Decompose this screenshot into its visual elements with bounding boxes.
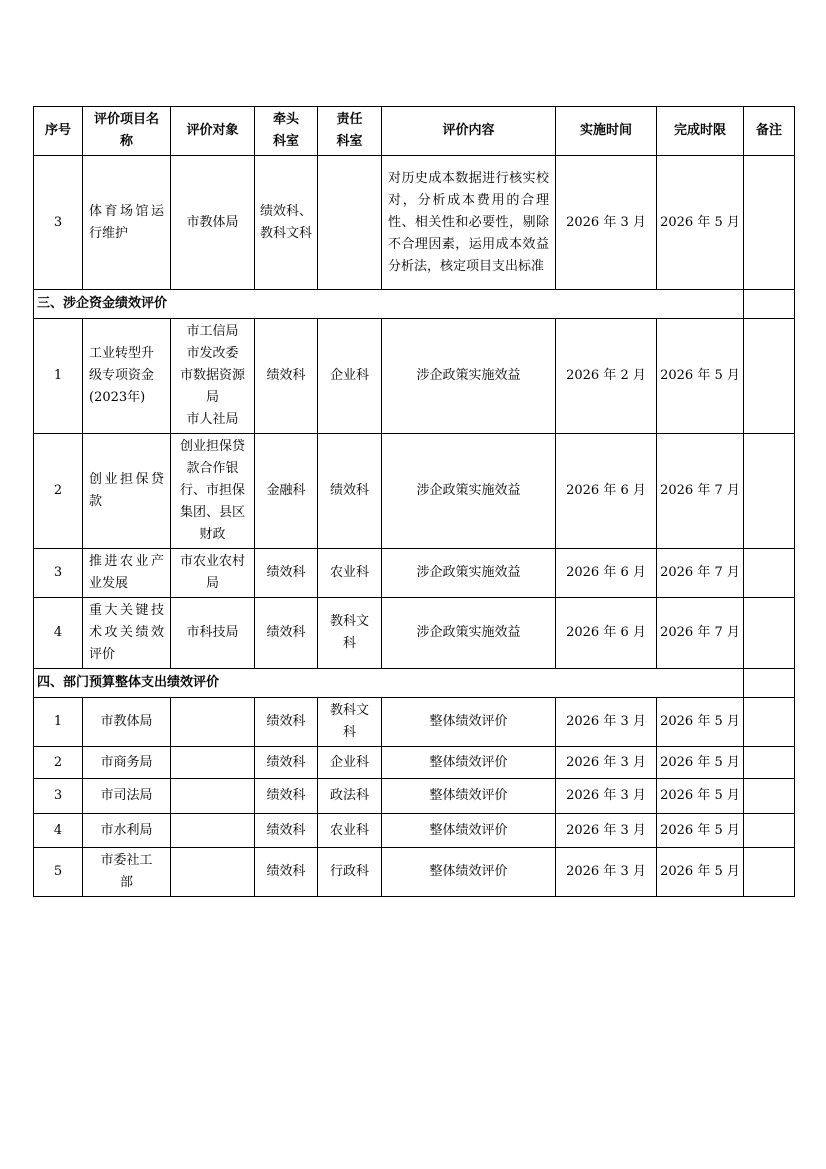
cell-no: 3 (34, 549, 83, 598)
table-row (34, 747, 795, 779)
cell-end: 2026 年 5 月 (657, 747, 744, 779)
cell-end: 2026 年 7 月 (657, 549, 744, 598)
cell-no: 2 (34, 434, 83, 549)
cell-lead: 绩效科 (255, 747, 318, 779)
cell-target: 市科技局 (171, 598, 255, 669)
cell-target: 市工信局 市发改委 市数据资源局 市人社局 (171, 319, 255, 434)
table-row (34, 848, 795, 897)
cell-lead: 金融科 (255, 434, 318, 549)
header-cell: 实施时间 (556, 107, 657, 156)
cell-no: 4 (34, 814, 83, 848)
cell-note (744, 779, 795, 814)
cell-project-name: 市商务局 (83, 747, 171, 779)
cell-note (744, 747, 795, 779)
cell-lead: 绩效科 (255, 549, 318, 598)
cell-content: 整体绩效评价 (382, 698, 556, 747)
cell-note (744, 698, 795, 747)
header-cell: 牵头科室 (255, 107, 318, 156)
cell-end: 2026 年 5 月 (657, 698, 744, 747)
cell-content: 整体绩效评价 (382, 747, 556, 779)
table-row (34, 779, 795, 814)
cell-project-name: 市教体局 (83, 698, 171, 747)
cell-resp: 教科文科 (318, 598, 382, 669)
cell-lead: 绩效科 (255, 848, 318, 897)
cell-end: 2026 年 5 月 (657, 319, 744, 434)
table-row (34, 156, 795, 290)
cell-note (744, 319, 795, 434)
cell-start: 2026 年 2 月 (556, 319, 657, 434)
cell-end: 2026 年 5 月 (657, 848, 744, 897)
cell-note (744, 290, 795, 319)
cell-project-name: 市司法局 (83, 779, 171, 814)
header-cell: 备注 (744, 107, 795, 156)
cell-target (171, 698, 255, 747)
cell-no: 2 (34, 747, 83, 779)
cell-lead: 绩效科 (255, 319, 318, 434)
cell-content: 涉企政策实施效益 (382, 598, 556, 669)
cell-note (744, 814, 795, 848)
header-cell: 评价对象 (171, 107, 255, 156)
cell-no: 1 (34, 319, 83, 434)
cell-no: 5 (34, 848, 83, 897)
cell-note (744, 848, 795, 897)
cell-project-name: 工业转型升级专项资金(2023年) (83, 319, 171, 434)
cell-end: 2026 年 5 月 (657, 779, 744, 814)
cell-lead: 绩效科 (255, 814, 318, 848)
cell-note (744, 156, 795, 290)
table-row (34, 434, 795, 549)
cell-target (171, 848, 255, 897)
header-cell: 评价内容 (382, 107, 556, 156)
section-row (34, 669, 795, 698)
cell-note (744, 434, 795, 549)
cell-start: 2026 年 3 月 (556, 779, 657, 814)
cell-target (171, 814, 255, 848)
cell-lead: 绩效科 (255, 598, 318, 669)
cell-resp: 企业科 (318, 747, 382, 779)
cell-no: 4 (34, 598, 83, 669)
cell-end: 2026 年 7 月 (657, 598, 744, 669)
cell-resp (318, 156, 382, 290)
cell-project-name: 市水利局 (83, 814, 171, 848)
cell-content: 整体绩效评价 (382, 779, 556, 814)
table-row (34, 814, 795, 848)
cell-start: 2026 年 6 月 (556, 434, 657, 549)
cell-no: 3 (34, 156, 83, 290)
cell-target: 创业担保贷款合作银行、市担保集团、县区财政 (171, 434, 255, 549)
section-title: 四、部门预算整体支出绩效评价 (34, 669, 744, 698)
cell-resp: 绩效科 (318, 434, 382, 549)
cell-project-name: 推进农业产业发展 (83, 549, 171, 598)
header-cell: 序号 (34, 107, 83, 156)
cell-note (744, 598, 795, 669)
cell-content: 涉企政策实施效益 (382, 319, 556, 434)
cell-start: 2026 年 3 月 (556, 747, 657, 779)
cell-content: 整体绩效评价 (382, 848, 556, 897)
cell-project-name: 体育场馆运行维护 (83, 156, 171, 290)
cell-content: 涉企政策实施效益 (382, 434, 556, 549)
cell-resp: 政法科 (318, 779, 382, 814)
cell-resp: 农业科 (318, 814, 382, 848)
cell-start: 2026 年 3 月 (556, 848, 657, 897)
cell-project-name: 创业担保贷款 (83, 434, 171, 549)
section-row (34, 290, 795, 319)
cell-target (171, 779, 255, 814)
cell-note (744, 669, 795, 698)
header-row (34, 107, 795, 156)
table-row (34, 598, 795, 669)
cell-project-name: 市委社工部 (83, 848, 171, 897)
cell-target (171, 747, 255, 779)
section-title: 三、涉企资金绩效评价 (34, 290, 744, 319)
cell-lead: 绩效科、教科文科 (255, 156, 318, 290)
cell-start: 2026 年 6 月 (556, 549, 657, 598)
table-row (34, 698, 795, 747)
header-cell: 责任科室 (318, 107, 382, 156)
header-cell: 评价项目名称 (83, 107, 171, 156)
cell-content: 对历史成本数据进行核实校对，分析成本费用的合理性、相关性和必要性，剔除不合理因素，运用成本效益分析法，核定项目支出标准 (382, 156, 556, 290)
header-cell: 完成时限 (657, 107, 744, 156)
table-row (34, 549, 795, 598)
table-row (34, 319, 795, 434)
cell-no: 3 (34, 779, 83, 814)
cell-lead: 绩效科 (255, 779, 318, 814)
cell-note (744, 549, 795, 598)
cell-end: 2026 年 5 月 (657, 156, 744, 290)
evaluation-table (33, 106, 795, 897)
cell-content: 整体绩效评价 (382, 814, 556, 848)
cell-resp: 行政科 (318, 848, 382, 897)
cell-start: 2026 年 3 月 (556, 814, 657, 848)
cell-lead: 绩效科 (255, 698, 318, 747)
cell-start: 2026 年 3 月 (556, 156, 657, 290)
cell-target: 市农业农村局 (171, 549, 255, 598)
cell-target: 市教体局 (171, 156, 255, 290)
cell-start: 2026 年 6 月 (556, 598, 657, 669)
cell-content: 涉企政策实施效益 (382, 549, 556, 598)
cell-resp: 农业科 (318, 549, 382, 598)
cell-no: 1 (34, 698, 83, 747)
cell-project-name: 重大关键技术攻关绩效评价 (83, 598, 171, 669)
cell-end: 2026 年 7 月 (657, 434, 744, 549)
cell-end: 2026 年 5 月 (657, 814, 744, 848)
cell-resp: 企业科 (318, 319, 382, 434)
cell-resp: 教科文科 (318, 698, 382, 747)
cell-start: 2026 年 3 月 (556, 698, 657, 747)
